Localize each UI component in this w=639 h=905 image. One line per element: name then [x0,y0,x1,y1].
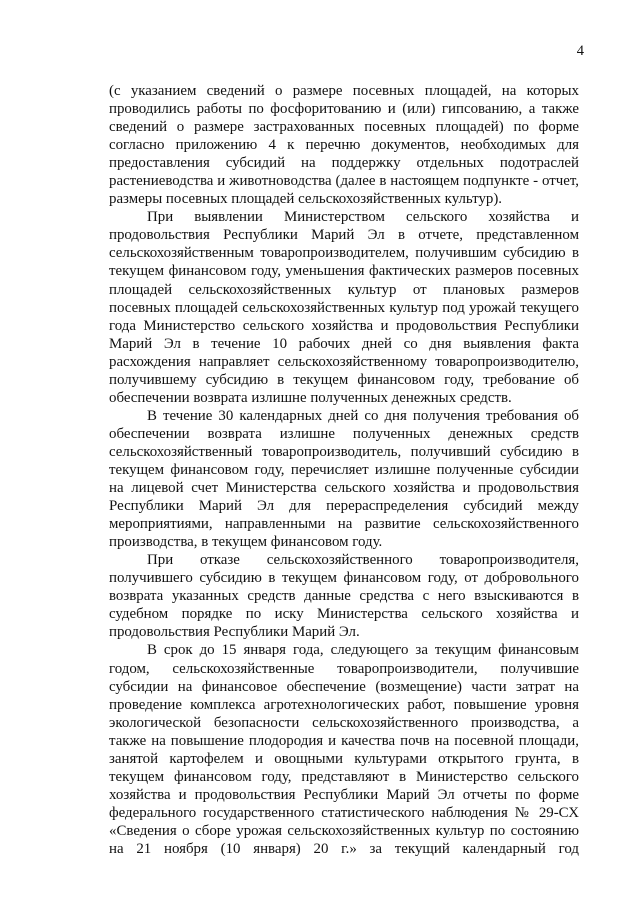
paragraph-4: При отказе сельскохозяйственного товаропроизводителя, получившего субсидию в текущем финансовом году, от добровольного возврата указанных средств данные средства с него взыскиваются в судебном порядке по иску Министерства сельского хозяйства и продовольствия Республики Марий Эл. [109,552,579,641]
paragraph-5: В срок до 15 января года, следующего за текущим финансовым годом, сельскохозяйственные товаропроизводители, получившие субсидии на финансовое обеспечение (возмещение) части затрат на проведение комплекса агротехнологических работ, повышение уровня экологической безопасности сельскохозяйственного производства, а также на повышение плодородия и качества почв на посевной площади, занятой картофелем и овощными культурами открытого грунта, в текущем финансовом году, представляют в Министерство сельского хозяйства и продовольствия Республики Марий Эл отчеты по форме федерального государственного статистического наблюдения № 29-СХ «Сведения о сборе урожая сельскохозяйственных культур по состоянию на 21 ноября (10 января) 20 г.» за текущий календарный год [109,642,579,857]
paragraph-2: При выявлении Министерством сельского хозяйства и продовольствия Республики Марий Эл в отчете, представленном сельскохозяйственным товаропроизводителем, получившим субсидию в текущем финансовом году, уменьшения фактических размеров посевных площадей сельскохозяйственных культур от плановых размеров посевных площадей сельскохозяйственных культур под урожай текущего года Министерство сельского хозяйства и продовольствия Республики Марий Эл в течение 10 рабочих дней со дня выявления факта расхождения направляет сельскохозяйственному товаропроизводителю, получившему субсидию в текущем финансовом году, требование об обеспечении возврата излишне полученных денежных средств. [109,209,579,406]
paragraph-3: В течение 30 календарных дней со дня получения требования об обеспечении возврата излишне полученных денежных средств сельскохозяйственный товаропроизводитель, получивший субсидию в текущем финансовом году, перечисляет излишне полученные субсидии на лицевой счет Министерства сельского хозяйства и продовольствия Республики Марий Эл для перераспределения субсидий между мероприятиями, направленными на развитие сельскохозяйственного производства, в текущем финансовом году. [109,407,579,551]
body-text [109,82,579,858]
page-number: 4 [576,43,584,59]
paragraph-1: (с указанием сведений о размере посевных площадей, на которых проводились работы по фосфоритованию и (или) гипсованию, а также сведений о размере застрахованных посевных площадей) по форме согласно приложению 4 к перечню документов, необходимых для предоставления субсидий на поддержку отдельных подотраслей растениеводства и животноводства (далее в настоящем подпункте - отчет, размеры посевных площадей сельскохозяйственных культур). [109,83,579,208]
